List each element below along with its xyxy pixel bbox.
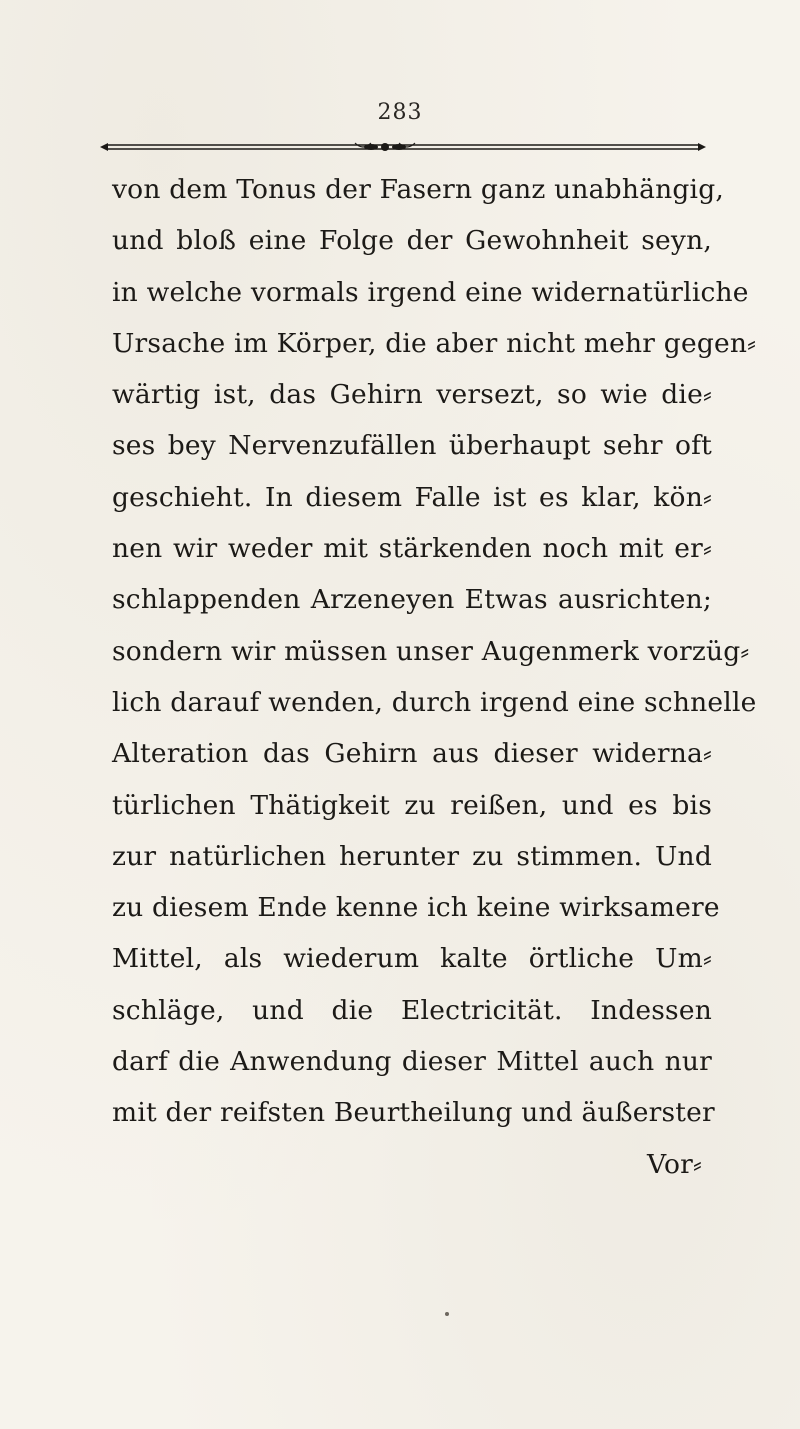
text-line: darf die Anwendung dieser Mittel auch nur (112, 1046, 712, 1078)
text-line: lich darauf wenden, durch irgend eine schnelle (112, 686, 757, 718)
text-line: wärtig ist, das Gehirn versezt, so wie die⸗ (112, 379, 712, 411)
text-line: ses bey Nervenzufällen überhaupt sehr oft (112, 430, 712, 462)
text-line: zu diesem Ende kenne ich keine wirksamere (112, 892, 720, 924)
ornamental-rule (100, 139, 706, 155)
text-line: schläge, und die Electricität. Indessen (112, 994, 712, 1026)
text-line: zur natürlichen herunter zu stimmen. Und (112, 840, 712, 872)
text-line: mit der reifsten Beurtheilung und äußerster (112, 1097, 715, 1129)
text-line: Alteration das Gehirn aus dieser widerna⸗ (112, 738, 712, 770)
text-line: türlichen Thätigkeit zu reißen, und es bis (112, 789, 712, 821)
text-line: Ursache im Körper, die aber nicht mehr gegen⸗ (112, 327, 757, 359)
text-line: sondern wir müssen unser Augenmerk vorzüg⸗ (112, 635, 750, 667)
catchword: Vor⸗ (647, 1148, 702, 1180)
text-line: in welche vormals irgend eine widernatürliche (112, 276, 749, 308)
text-line: geschieht. In diesem Falle ist es klar, kön⸗ (112, 481, 712, 513)
text-line: von dem Tonus der Fasern ganz unabhängig, (112, 174, 724, 205)
page-number: 283 (377, 100, 423, 125)
body-text (112, 164, 757, 1190)
text-line: schlappenden Arzeneyen Etwas ausrichten; (112, 584, 712, 616)
text-line: nen wir weder mit stärkenden noch mit er⸗ (112, 533, 712, 565)
text-line: Mittel, als wiederum kalte örtliche Um⸗ (112, 943, 712, 975)
paper-speck (445, 1312, 449, 1316)
text-line: und bloß eine Folge der Gewohnheit seyn, (112, 225, 712, 257)
